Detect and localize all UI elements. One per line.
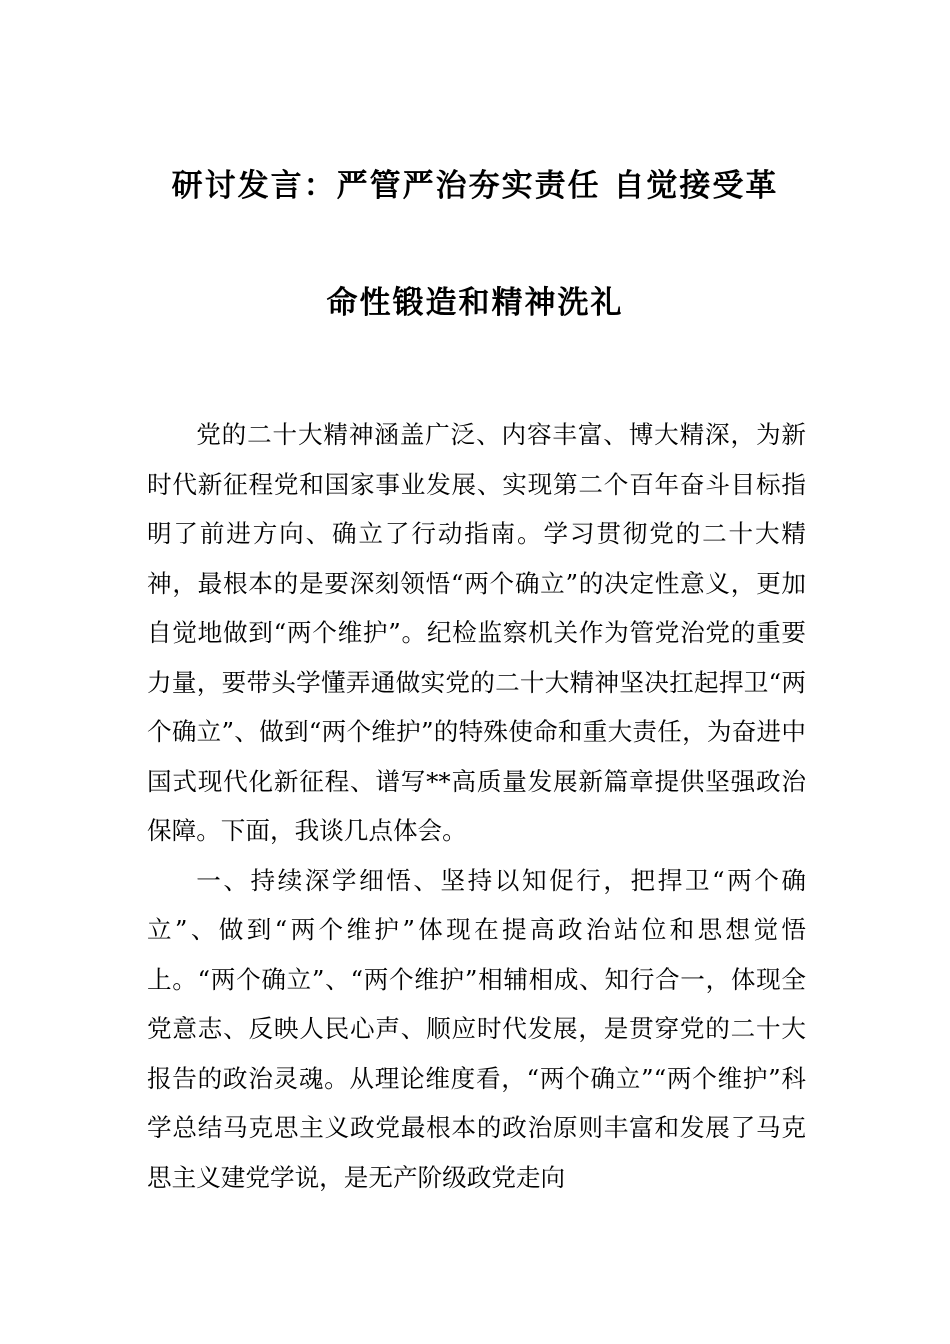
paragraph-section-one: 一、持续深学细悟、坚持以知促行，把捍卫“两个确立”、做到“两个维护”体现在提高政治站位和思想觉悟上。“两个确立”、“两个维护”相辅相成、知行合一，体现全党意志、反映人民心声、顺应时代发展，是贯穿党的二十大报告的政治灵魂。从理论维度看，“两个确立”“两个维护”科学总结马克思主义政党最根本的政治原则丰富和发展了马克思主义建党学说，是无产阶级政党走向: [147, 865, 806, 1192]
paragraph-intro: 党的二十大精神涵盖广泛、内容丰富、博大精深，为新时代新征程党和国家事业发展、实现第二个百年奋斗目标指明了前进方向、确立了行动指南。学习贯彻党的二十大精神，最根本的是要深刻领悟“两个确立”的决定性意义，更加自觉地做到“两个维护”。纪检监察机关作为管党治党的重要力量，要带头学懂弄通做实党的二十大精神坚决扛起捍卫“两个确立”、做到“两个维护”的特殊使命和重大责任，为奋进中国式现代化新征程、谱写**高质量发展新篇章提供坚强政治保障。下面，我谈几点体会。: [147, 420, 806, 845]
document-title-line-2: 命性锻造和精神洗礼: [326, 285, 624, 321]
document-title-line-1: 研讨发言：严管严治夯实责任 自觉接受革: [171, 168, 779, 204]
document-body: [147, 410, 806, 1202]
